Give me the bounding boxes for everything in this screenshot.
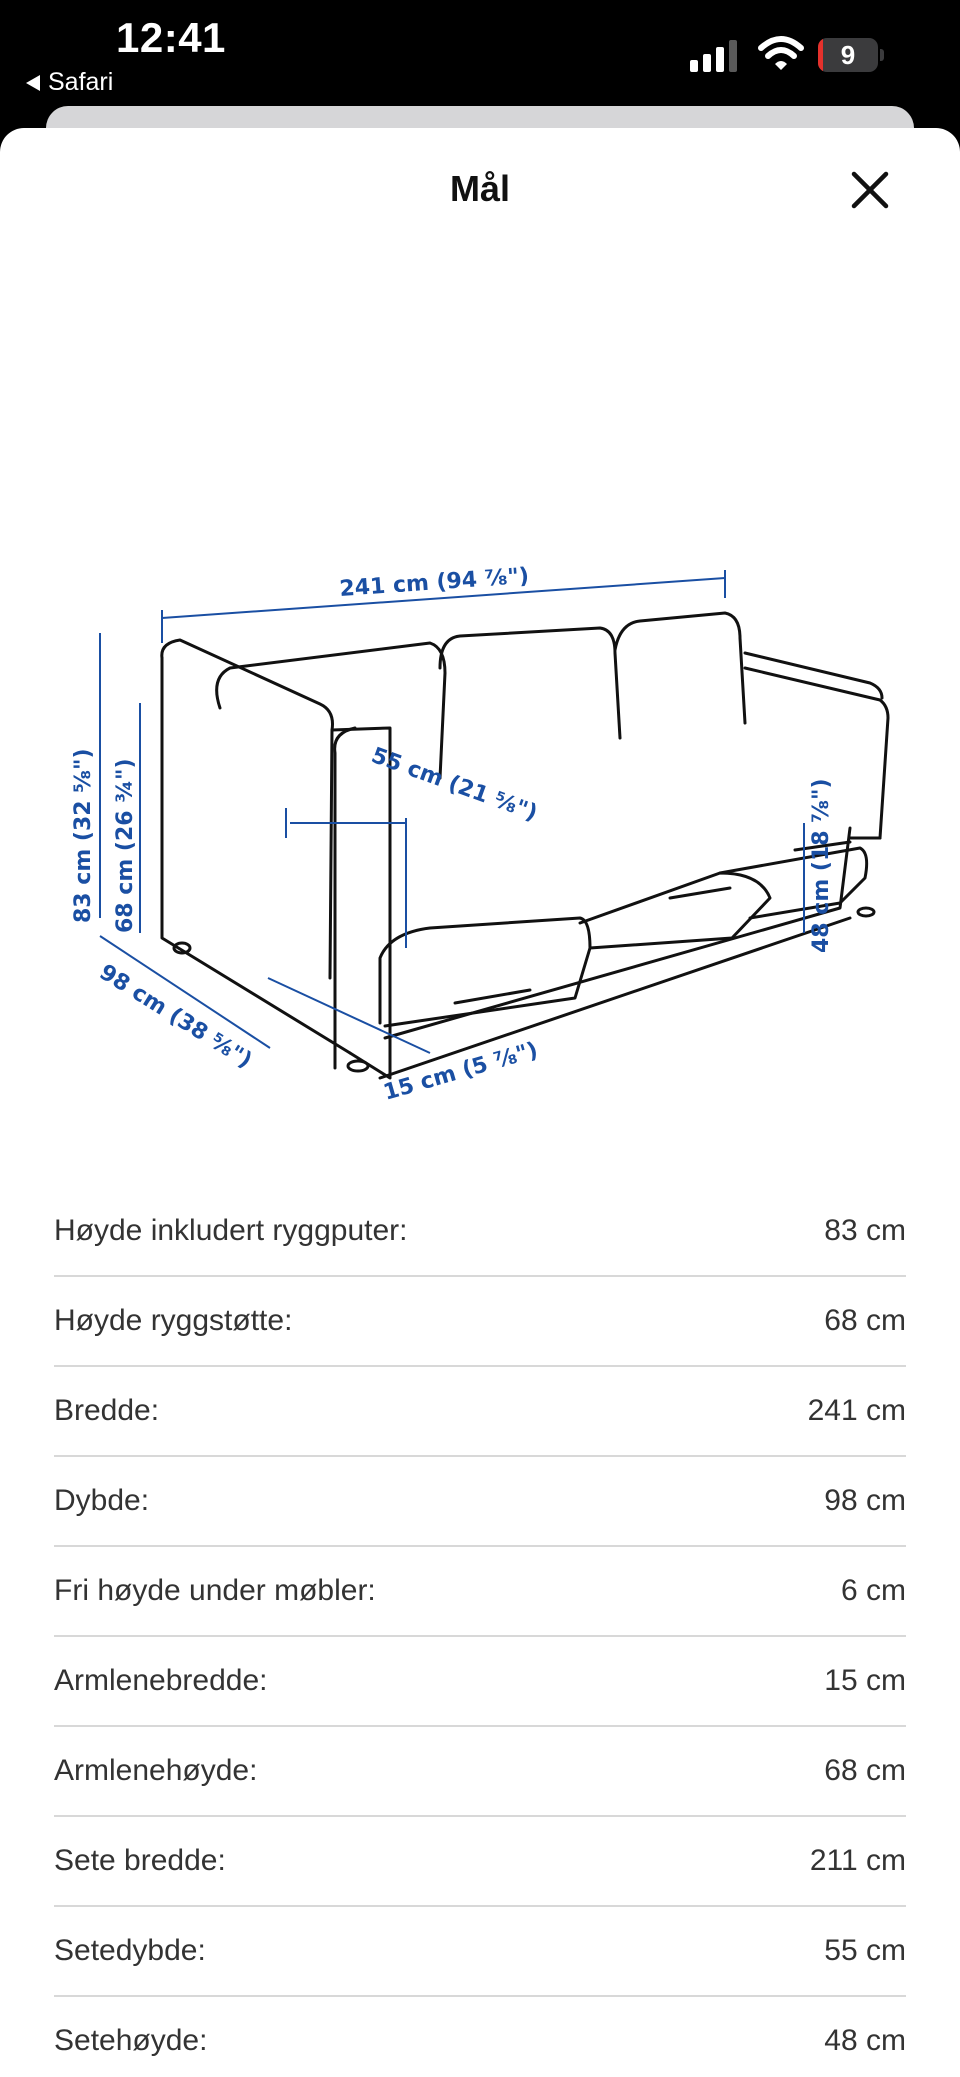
- spec-row: [54, 1637, 906, 1727]
- height-back-label: 68 cm (26 ¾"): [113, 758, 138, 933]
- spec-label: Setehøyde:: [54, 2024, 208, 2057]
- sofa-dimension-drawing: [60, 478, 900, 1118]
- spec-value: 68 cm: [824, 1304, 906, 1337]
- spec-row: [54, 1187, 906, 1277]
- back-label: Safari: [48, 68, 114, 96]
- spec-row: [54, 1907, 906, 1997]
- spec-value: 98 cm: [824, 1484, 906, 1517]
- battery-icon: [818, 38, 884, 72]
- spec-value: 68 cm: [824, 1754, 906, 1787]
- spec-label: Høyde inkludert ryggputer:: [54, 1214, 408, 1247]
- armrest-width-label: 15 cm (5 ⅞"): [380, 1037, 541, 1106]
- wifi-icon: [758, 36, 804, 72]
- spec-value: 48 cm: [824, 2024, 906, 2057]
- spec-value: 15 cm: [824, 1664, 906, 1697]
- spec-row: [54, 1727, 906, 1817]
- seat-height-label: 48 cm (18 ⅞"): [809, 778, 834, 953]
- status-bar: [0, 0, 960, 108]
- dimensions-sheet: [0, 128, 960, 2077]
- spec-row: [54, 1817, 906, 1907]
- spec-value: 6 cm: [840, 1574, 906, 1607]
- depth-label: 98 cm (38 ⅝"): [94, 959, 257, 1074]
- battery-level: 9: [840, 40, 856, 70]
- specification-list: [54, 1187, 906, 2077]
- spec-row: [54, 1997, 906, 2077]
- seat-depth-label: 55 cm (21 ⅝"): [367, 743, 541, 827]
- spec-value: 83 cm: [824, 1214, 906, 1247]
- spec-value: 211 cm: [809, 1844, 906, 1877]
- spec-label: Sete bredde:: [54, 1844, 226, 1877]
- sofa-outline: [162, 613, 888, 1078]
- spec-value: 241 cm: [807, 1394, 906, 1427]
- spec-value: 55 cm: [824, 1934, 906, 1967]
- status-time: 12:41: [116, 14, 226, 61]
- spec-label: Høyde ryggstøtte:: [54, 1304, 293, 1337]
- spec-label: Setedybde:: [54, 1934, 206, 1967]
- spec-label: Armlenebredde:: [54, 1664, 268, 1697]
- cellular-signal-icon: [690, 40, 740, 72]
- spec-row: [54, 1457, 906, 1547]
- spec-row: [54, 1277, 906, 1367]
- back-to-safari-link[interactable]: [26, 68, 113, 97]
- spec-label: Dybde:: [54, 1484, 150, 1517]
- sheet-title: Mål: [449, 168, 510, 209]
- spec-label: Armlenehøyde:: [54, 1754, 258, 1787]
- close-icon[interactable]: [846, 166, 894, 214]
- spec-row: [54, 1367, 906, 1457]
- dimension-lines: [100, 570, 804, 1053]
- height-total-label: 83 cm (32 ⅝"): [71, 748, 96, 923]
- spec-row: [54, 1547, 906, 1637]
- width-label: 241 cm (94 ⅞"): [338, 563, 530, 602]
- back-arrow-icon: [26, 75, 40, 91]
- spec-label: Bredde:: [54, 1394, 160, 1427]
- spec-label: Fri høyde under møbler:: [54, 1574, 376, 1607]
